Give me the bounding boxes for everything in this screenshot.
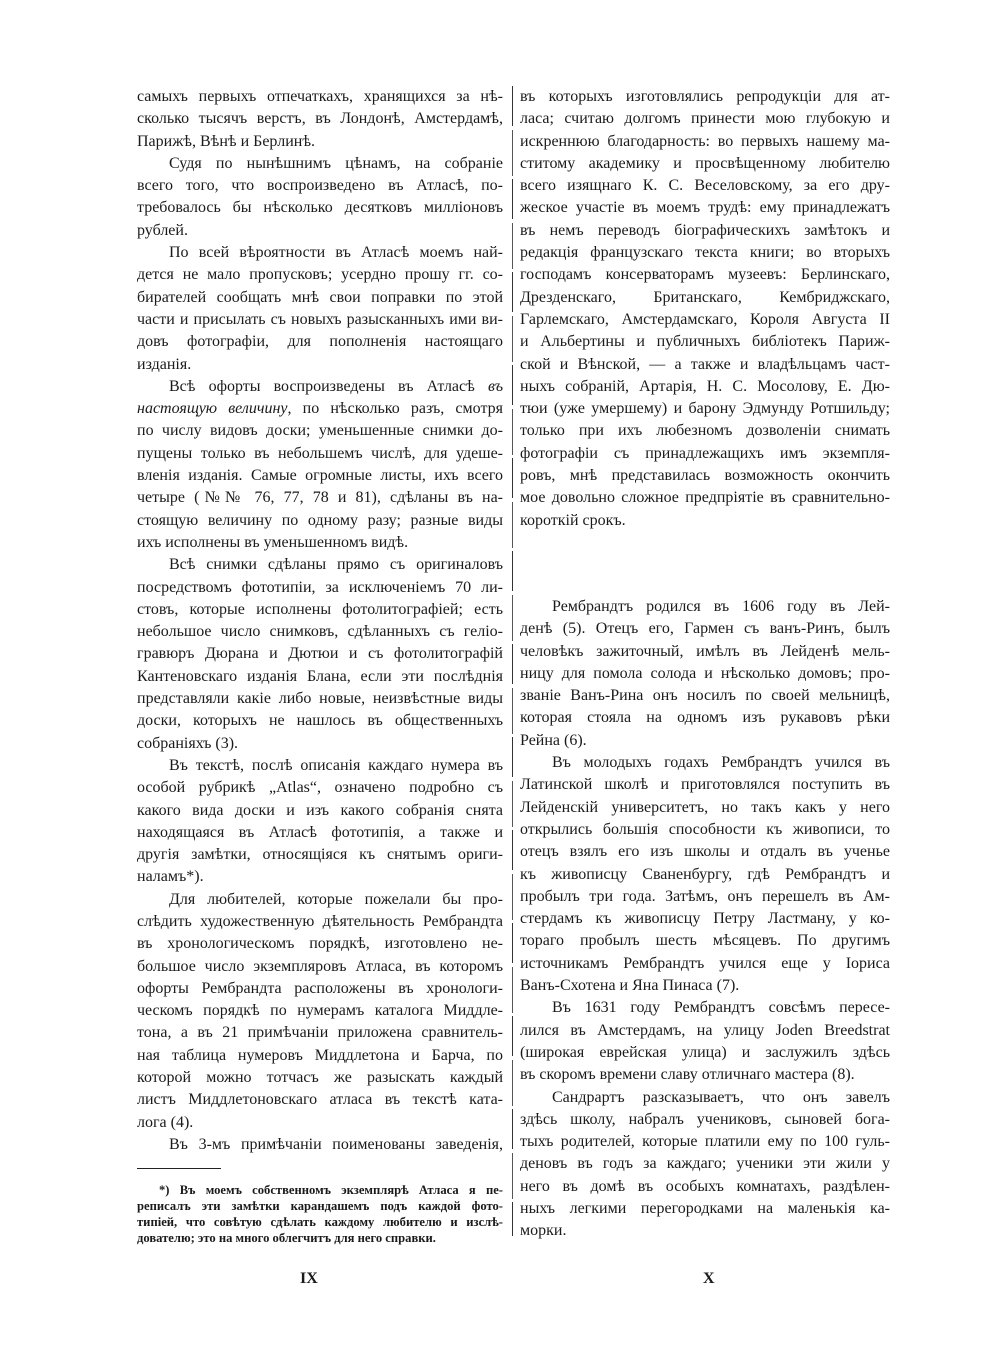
text-line: четыре (№№ 76, 77, 78 и 81), сдѣланы въ на-	[137, 489, 503, 507]
text-line: другія замѣтки, относящіяся къ снятымъ ориги-	[137, 846, 503, 864]
text-line: доски, которыхъ не нашлось въ общественныхъ	[137, 712, 503, 730]
paragraph	[137, 86, 503, 153]
text-line: дется не мало пропусковъ; усердно прошу гг. со-	[137, 266, 503, 284]
text-line: пущены только въ небольшемъ числѣ, для удеше-	[137, 444, 503, 462]
text-segment: Всѣ офорты воспроизведены въ Атласѣ	[169, 377, 488, 395]
text-line: Дрезденскаго, Британскаго, Кембриджскаго,	[520, 288, 890, 306]
footnote-line: типіей, что совѣтую сдѣлать каждому любителю и изслѣ-	[137, 1215, 503, 1229]
text-line: тона, а въ 21 примѣчаніи приложена сравнитель-	[137, 1024, 503, 1042]
footnote-line: *) Въ моемъ собственномъ экземплярѣ Атласа я пе-	[159, 1183, 503, 1197]
text-line: источникамъ Рембрандтъ учился еще у Іориса	[520, 954, 890, 972]
text-line: стердамъ къ живописцу Петру Ластману, у ко-	[520, 910, 890, 928]
text-line: только при ихъ любезномъ дозволеніи снимать	[520, 422, 890, 440]
paragraph	[137, 153, 503, 242]
text-line: небольшое число снимковъ, сдѣланныхъ съ геліо-	[137, 623, 503, 641]
paragraph	[137, 755, 503, 889]
text-line: деновъ въ годъ за каждаго; ученики эти жили у	[520, 1155, 890, 1173]
text-line: ницу для помола солода и нѣсколько домовъ; про-	[520, 664, 890, 682]
text-line: всего изящнаго К. С. Веселовскому, за его дру-	[520, 177, 890, 195]
footnote-line: дователю; это на много облегчитъ для него справки.	[137, 1231, 436, 1245]
text-line: Въ 1631 году Рембрандтъ совсѣмъ пересе-	[552, 999, 890, 1017]
text-line: къ живописцу Сваненбургу, гдѣ Рембрандтъ и	[520, 865, 890, 883]
text-line: ныхъ легкими перегородками на маленькія ка-	[520, 1200, 890, 1218]
text-line: здѣсь школу, набралъ учениковъ, сыновей бога-	[520, 1110, 890, 1128]
text-line: тыхъ родителей, которые платили ему по 100 гуль-	[520, 1133, 890, 1151]
text-line: большое число экземпляровъ Атласа, въ которомъ	[137, 957, 503, 975]
italic-text: въ	[487, 377, 503, 395]
text-line: Сандрартъ разсказываетъ, что онъ завелъ	[552, 1088, 890, 1106]
text-line: собраніяхъ (3).	[137, 734, 239, 752]
text-line: посредствомъ фототипіи, за исключеніемъ 70 ли-	[137, 578, 503, 596]
text-line: требовалось бы нѣсколько десятковъ милліоновъ	[137, 199, 503, 217]
paragraph	[137, 889, 503, 1134]
page-number-left: IX	[300, 1270, 318, 1287]
left-text-column	[137, 86, 503, 1156]
paragraph	[520, 1087, 890, 1243]
text-line: ской и Вѣнской, — а также и владѣльцамъ част-	[520, 355, 890, 373]
text-line: изданія.	[137, 355, 192, 373]
text-line: ихъ исполнены въ уменьшенномъ видѣ.	[137, 533, 409, 551]
text-line: особой рубрикѣ „Atlas“, означено подробно съ	[137, 779, 503, 797]
text-line: Для любителей, которые пожелали бы про-	[169, 890, 503, 908]
paragraph	[520, 86, 890, 532]
column-divider	[512, 86, 513, 1236]
text-line: морки.	[520, 1222, 567, 1240]
text-line: отецъ взялъ его изъ школы и отдалъ въ ученье	[520, 843, 890, 861]
text-line: ститому академику и просвѣщенному любителю	[520, 154, 890, 172]
text-line	[137, 398, 503, 420]
text-line: ровъ, мнѣ представилась возможность окончить	[520, 467, 890, 485]
text-line: стоящую величину по одному разу; разные виды	[137, 511, 503, 529]
text-line	[137, 376, 503, 398]
text-line: тораго пробылъ шесть мѣсяцевъ. По другимъ	[520, 932, 890, 950]
paragraph	[137, 1134, 503, 1156]
text-line: части и присылать съ новыхъ разысканныхъ ими ви-	[137, 310, 503, 328]
text-line: Всѣ снимки сдѣланы прямо съ оригиналовъ	[169, 556, 503, 574]
text-line: Рембрандтъ родился въ 1606 году въ Лей-	[552, 598, 890, 615]
text-line: Въ молодыхъ годахъ Рембрандтъ учился въ	[552, 754, 890, 772]
text-line: искреннюю благодарность: во первыхъ нашему ма-	[520, 132, 890, 150]
footnote	[137, 1182, 503, 1246]
text-line: находящаяся въ Атласѣ фототипія, а также и	[137, 823, 503, 841]
text-line: представляли какіе либо новые, неизвѣстные виды	[137, 690, 503, 708]
text-line: которой можно тотчасъ же разыскать каждый	[137, 1069, 503, 1087]
text-line: ная таблица нумеровъ Миддлетона и Барча, по	[137, 1046, 503, 1064]
text-line: листъ Миддлетоновскаго атласа въ текстѣ ката-	[137, 1091, 503, 1109]
footnote-line: реписалъ эти замѣтки карандашемъ подъ каждой фото-	[137, 1199, 503, 1213]
text-line: человѣкъ зажиточный, имѣлъ въ Лейденѣ мель-	[520, 642, 890, 660]
text-line: бирателей сообщать мнѣ свои поправки по этой	[137, 288, 503, 306]
text-line: какого вида доски и изъ какого собранія снята	[137, 801, 503, 819]
text-line: довъ фотографіи, для пополненія настоящаго	[137, 333, 503, 351]
paragraph	[137, 242, 503, 376]
text-segment: , по нѣсколько разъ, смотря	[287, 400, 503, 418]
text-line: Ванъ-Схотена и Яна Пинаса (7).	[520, 977, 740, 995]
text-line: по числу видовъ доски; уменьшенные снимки до-	[137, 422, 503, 440]
text-line: въ немъ переводъ біографическихъ замѣтокъ и	[520, 221, 890, 239]
text-line: него въ домѣ въ особыхъ комнатахъ, раздѣлен-	[520, 1177, 890, 1195]
text-line: фотографіи съ принадлежащихъ имъ экземпля-	[520, 444, 890, 462]
text-line: По всей вѣроятности въ Атласѣ моемъ най-	[169, 244, 503, 262]
italic-text: настоящую величину	[137, 400, 288, 418]
footnote-rule	[137, 1168, 221, 1169]
text-line: пробылъ три года. Затѣмъ, онъ перешелъ въ Ам-	[520, 887, 890, 905]
text-line: слѣдить художественную дѣятельность Рембрандта	[137, 912, 503, 930]
text-line: Кантеновскаго изданія Блана, если эти послѣднія	[137, 667, 503, 685]
text-line: гравюръ Дюрана и Дютюи и съ фотолитографій	[137, 645, 503, 663]
text-line: жеское участіе въ моемъ трудѣ: ему принадлежатъ	[520, 199, 890, 217]
text-line: которая стояла на одномъ изъ рукавовъ рѣки	[520, 709, 890, 727]
text-line: и Альбертины и публичныхъ библіотекъ Париж-	[520, 333, 890, 351]
text-line: самыхъ первыхъ отпечаткахъ, хранящихся за нѣ-	[137, 88, 503, 105]
text-line: званіе Ванъ-Рина онъ носилъ по своей мельницѣ,	[520, 687, 890, 705]
paragraph	[520, 997, 890, 1086]
text-line: рублей.	[137, 221, 188, 239]
paragraph	[137, 554, 503, 755]
text-line: ласа; считаю долгомъ принести мою глубокую и	[520, 110, 890, 128]
text-line: Латинской школѣ и приготовлялся поступить въ	[520, 776, 890, 794]
text-line: стовъ, которые исполнены фотолитографіей; есть	[137, 600, 503, 618]
paragraph	[520, 752, 890, 997]
text-line: Въ текстѣ, послѣ описанія каждаго нумера въ	[169, 756, 503, 774]
text-line: вленія изданія. Самые огромные листы, ихъ всего	[137, 467, 503, 485]
text-line: сколько тысячъ верстъ, въ Лондонѣ, Амстердамѣ,	[137, 110, 503, 128]
text-line: короткій срокъ.	[520, 511, 626, 529]
text-line: всего того, что воспроизведено въ Атласѣ, по-	[137, 177, 503, 195]
text-line: ческомъ порядкѣ по нумерамъ каталога Миддле-	[137, 1002, 503, 1020]
text-line: офорты Рембрандта расположены въ хронологи-	[137, 979, 503, 997]
text-line: въ хронологическомъ порядкѣ, изготовлено не-	[137, 935, 503, 953]
text-line: Парижѣ, Вѣнѣ и Берлинѣ.	[137, 132, 316, 150]
text-line: мое довольно сложное предпріятіе въ сравнительно-	[520, 489, 890, 507]
text-line: открылись большія способности къ живописи, то	[520, 820, 890, 838]
paragraph	[137, 376, 503, 554]
text-line: Гарлемскаго, Амстердамскаго, Короля Августа II	[520, 310, 890, 328]
text-line: тюи (уже умершему) и барону Эдмунду Ротшильду;	[520, 400, 890, 418]
text-line: Лейденскій университетъ, но такъ какъ у него	[520, 798, 890, 816]
text-line: денѣ (5). Отецъ его, Гармен съ ванъ-Ринъ, былъ	[520, 620, 890, 638]
page-number-right: X	[703, 1270, 715, 1287]
text-line: ныхъ собраній, Артарія, Н. С. Мосолову, Е. Дю-	[520, 377, 890, 395]
text-line: Въ 3-мъ примѣчаніи поименованы заведенія,	[169, 1135, 503, 1153]
text-line: господамъ консерваторамъ музеевъ: Берлинскаго,	[520, 266, 890, 284]
text-line: (широкая еврейская улица) и заслужилъ здѣсь	[520, 1043, 890, 1061]
text-line: лога (4).	[137, 1113, 194, 1131]
text-line: въ скоромъ времени славу отличнаго мастера (8).	[520, 1066, 855, 1084]
right-text-column-bottom	[520, 596, 890, 1243]
paragraph	[520, 596, 890, 752]
right-text-column-top	[520, 86, 890, 532]
text-line: въ которыхъ изготовлялись репродукціи для ат-	[520, 88, 890, 105]
text-line: редакція французскаго текста книги; во вторыхъ	[520, 244, 890, 262]
text-line: Рейна (6).	[520, 731, 587, 749]
text-line: Судя по нынѣшнимъ цѣнамъ, на собраніе	[169, 154, 503, 172]
text-line: лился въ Амстердамъ, на улицу Joden Breedstrat	[520, 1021, 890, 1039]
text-line: наламъ*).	[137, 868, 204, 886]
